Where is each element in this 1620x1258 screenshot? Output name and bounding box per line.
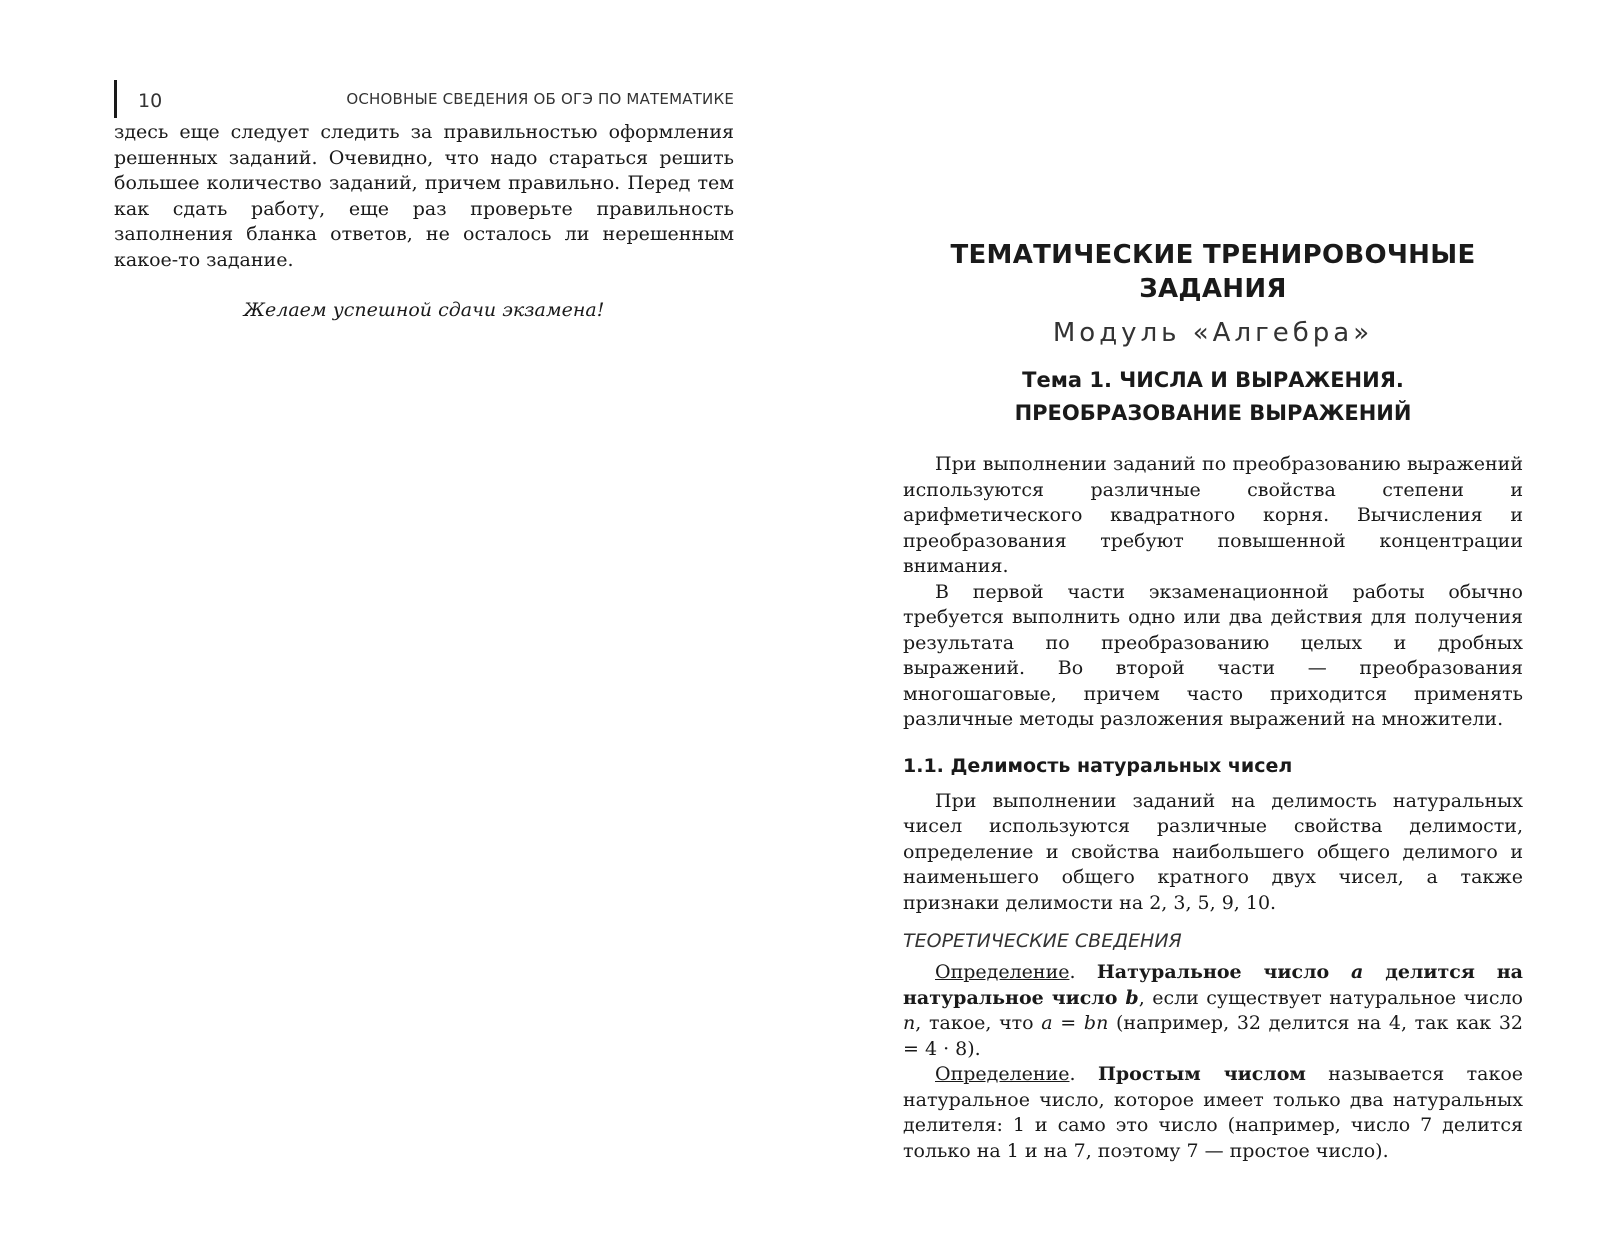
def1-bold-b: делится на натуральное число [903,961,1523,1009]
left-page [114,80,734,321]
theory-heading: ТЕОРЕТИЧЕСКИЕ СВЕДЕНИЯ [903,930,1182,952]
definition-natural-divisibility: Определение. Натуральное число a делится на натуральное число b, если существует натуральное число n, такое, что a = bn (например, 32 делится на 4, так как 32 = 4 · 8). [903,961,1524,1060]
def2-text: называется такое натуральное число, которое имеет только два натуральных делителя: 1 и само это число (например, число 7 делится только на 1 и на 7, поэтому 7 — простое число). [903,1063,1523,1162]
definition-label: Определение [935,1063,1070,1085]
def1-var-a: a [1351,961,1364,983]
def1-var-b: b [1125,986,1139,1009]
subsection-title: 1.1. Делимость натуральных чисел [903,754,1293,777]
def1-formula: a = bn [1041,1012,1109,1034]
def1-var-n: n [903,1012,916,1034]
def1-text1: , если существует натуральное число [1138,986,1523,1009]
section-title [903,238,1523,306]
page-number: 10 [138,90,163,112]
module-title: Модуль «Алгебра» [1052,318,1374,348]
def1-text2: , такое, что [915,1012,1042,1034]
section-title-line2: ЗАДАНИЯ [1139,274,1287,304]
running-head [114,80,734,120]
head-rule [114,80,117,118]
definition-prime-number: Определение. Простым числом называется такое натуральное число, которое имеет только два натуральных делителя: 1 и само это число (например, число 7 делится только на 1 и на 7, поэтому 7 — простое число). [903,1063,1523,1162]
def1-bold-a: Натуральное число [1096,961,1352,983]
topic-title [903,364,1523,430]
def2-bold: Простым числом [1097,1063,1306,1085]
intro-paragraph-1: При выполнении заданий по преобразованию выражений используются различные свойства степени и арифметического квадратного корня. Вычисления и преобразования требуют повышенной концентрации внимания. [903,453,1523,577]
wish-line: Желаем успешной сдачи экзамена! [243,299,605,321]
subsection-paragraph: При выполнении заданий на делимость натуральных чисел используются различные свойства делимости, определение и свойства наибольшего общего делимого и наименьшего общего кратного двух чисел, а также признаки делимости на 2, 3, 5, 9, 10. [903,789,1523,914]
topic-title-line1: Тема 1. ЧИСЛА И ВЫРАЖЕНИЯ. [1022,368,1404,392]
right-page [903,228,1523,1164]
closing-paragraph: здесь еще следует следить за правильностью оформления решенных заданий. Очевидно, что надо стараться решить большее количество заданий, причем правильно. Перед тем как сдать работу, еще раз проверьте правильность заполнения бланка ответов, не осталось ли нерешенным какое-то задание. [114,121,734,271]
def1-text3: (например, 32 делится на 4, так как 32 = 4 · 8). [903,1012,1524,1060]
running-title: ОСНОВНЫЕ СВЕДЕНИЯ ОБ ОГЭ ПО МАТЕМАТИКЕ [346,90,734,108]
topic-title-line2: ПРЕОБРАЗОВАНИЕ ВЫРАЖЕНИЙ [1014,401,1412,425]
definition-label: Определение [935,961,1070,983]
intro-paragraph-2: В первой части экзаменационной работы обычно требуется выполнить одно или два действия для получения результата по преобразованию целых и дробных выражений. Во второй части — преобразования многошаговые, причем часто приходится применять различные методы разложения выражений на множители. [903,580,1523,730]
section-title-line1: ТЕМАТИЧЕСКИЕ ТРЕНИРОВОЧНЫЕ [950,240,1476,270]
